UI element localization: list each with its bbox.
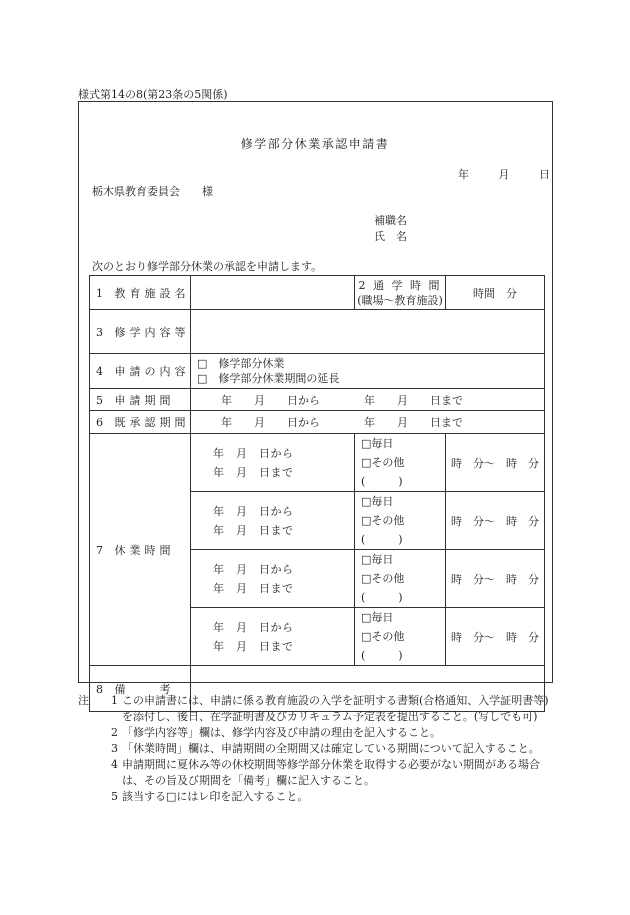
row-approved-period [90, 411, 545, 434]
leave-frequency-cell[interactable] [355, 492, 446, 550]
other-checkbox[interactable]: □その他( ) [361, 456, 405, 488]
notes-section [78, 693, 558, 805]
leave-to: 年 月 日まで [213, 581, 294, 595]
leave-frequency-cell[interactable] [355, 434, 446, 492]
other-checkbox[interactable]: □その他( ) [361, 514, 405, 546]
note-text: 該当する□にはレ印を記入すること。 [122, 790, 309, 803]
leave-frequency-cell[interactable] [355, 550, 446, 608]
leave-dates-cell[interactable] [191, 492, 355, 550]
leave-from: 年 月 日から [213, 562, 294, 576]
leave-dates-cell[interactable] [191, 550, 355, 608]
notes-heading: 注 [78, 694, 89, 707]
institution-label: 1 教育施設名 [90, 276, 191, 310]
leave-from: 年 月 日から [213, 620, 294, 634]
date-month-label: 月 [498, 168, 510, 181]
application-type-label: 4 申請の内容 [90, 354, 191, 389]
leave-time-label: 7 休業時間 [90, 434, 191, 666]
note-item [92, 725, 558, 741]
daily-checkbox[interactable]: □毎日 [361, 437, 394, 450]
study-content-label: 3 修学内容等 [90, 310, 191, 354]
leave-hours-cell[interactable]: 時 分～ 時 分 [446, 492, 545, 550]
commute-label-cell [355, 276, 446, 310]
date-day-label: 日 [539, 168, 550, 181]
leave-from: 年 月 日から [213, 446, 294, 460]
note-number: 4 [111, 758, 118, 771]
leave-hours-cell[interactable]: 時 分～ 時 分 [446, 434, 545, 492]
daily-checkbox[interactable]: □毎日 [361, 611, 394, 624]
institution-field[interactable] [191, 276, 355, 310]
note-number: 2 [111, 726, 118, 739]
leave-to: 年 月 日まで [213, 523, 294, 537]
intro-text: 次のとおり修学部分休業の承認を申請します。 [92, 260, 323, 273]
approved-period-label: 6 既承認期間 [90, 411, 191, 434]
addressee: 栃木県教育委員会 様 [92, 185, 213, 198]
leave-hours-cell[interactable]: 時 分～ 時 分 [446, 550, 545, 608]
row-application-period [90, 389, 545, 411]
note-number: 5 [111, 790, 118, 803]
note-number: 1 [111, 694, 118, 707]
form-number-label: 様式第14の8(第23条の5関係) [78, 88, 228, 101]
option-extension[interactable]: □ 修学部分休業期間の延長 [197, 372, 340, 385]
note-text: 「修学内容等」欄は、修学内容及び申請の理由を記入すること。 [122, 726, 441, 739]
leave-hours-cell[interactable]: 時 分～ 時 分 [446, 608, 545, 666]
leave-time-row [90, 434, 545, 492]
note-item [92, 693, 558, 725]
note-item [92, 789, 558, 805]
name-label: 氏 名 [374, 230, 407, 243]
row-study-content [90, 310, 545, 354]
leave-dates-cell[interactable] [191, 434, 355, 492]
commute-field[interactable]: 時間 分 [446, 276, 545, 310]
row-institution [90, 276, 545, 310]
leave-dates-cell[interactable] [191, 608, 355, 666]
application-period-label: 5 申請期間 [90, 389, 191, 411]
note-item [92, 757, 558, 789]
leave-frequency-cell[interactable] [355, 608, 446, 666]
daily-checkbox[interactable]: □毎日 [361, 495, 394, 508]
application-table [89, 275, 545, 712]
option-partial-leave[interactable]: □ 修学部分休業 [197, 357, 285, 370]
note-item [92, 741, 558, 757]
note-text: 申請期間に夏休み等の休校期間等修学部分休業を取得する必要がない期間がある場合は、その旨及び期間を「備考」欄に記入すること。 [122, 758, 540, 787]
study-content-field[interactable] [191, 310, 545, 354]
note-number: 3 [111, 742, 118, 755]
note-text: この申請書には、申請に係る教育施設の入学を証明する書類(合格通知、入学証明書等)を添付し、後日、在学証明書及びカリキュラム予定表を提出すること。(写しでも可) [122, 694, 549, 723]
leave-to: 年 月 日まで [213, 639, 294, 653]
date-year-label: 年 [458, 168, 469, 181]
form-title: 修学部分休業承認申請書 [240, 137, 390, 151]
leave-to: 年 月 日まで [213, 465, 294, 479]
application-type-options [191, 354, 545, 389]
application-period-field[interactable]: 年 月 日から 年 月 日まで [191, 389, 545, 411]
affiliation-label: 補職名 [374, 214, 407, 227]
daily-checkbox[interactable]: □毎日 [361, 553, 394, 566]
other-checkbox[interactable]: □その他( ) [361, 572, 405, 604]
approved-period-field[interactable]: 年 月 日から 年 月 日まで [191, 411, 545, 434]
note-text: 「休業時間」欄は、申請期間の全期間又は確定している期間について記入すること。 [122, 742, 540, 755]
date-line [458, 166, 550, 182]
remarks-label: 8 備 考 [90, 666, 191, 712]
other-checkbox[interactable]: □その他( ) [361, 630, 405, 662]
leave-from: 年 月 日から [213, 504, 294, 518]
commute-label: 2 通 学 時 間 [358, 278, 442, 292]
commute-sublabel: (職場～教育施設) [357, 293, 443, 307]
row-application-type [90, 354, 545, 389]
